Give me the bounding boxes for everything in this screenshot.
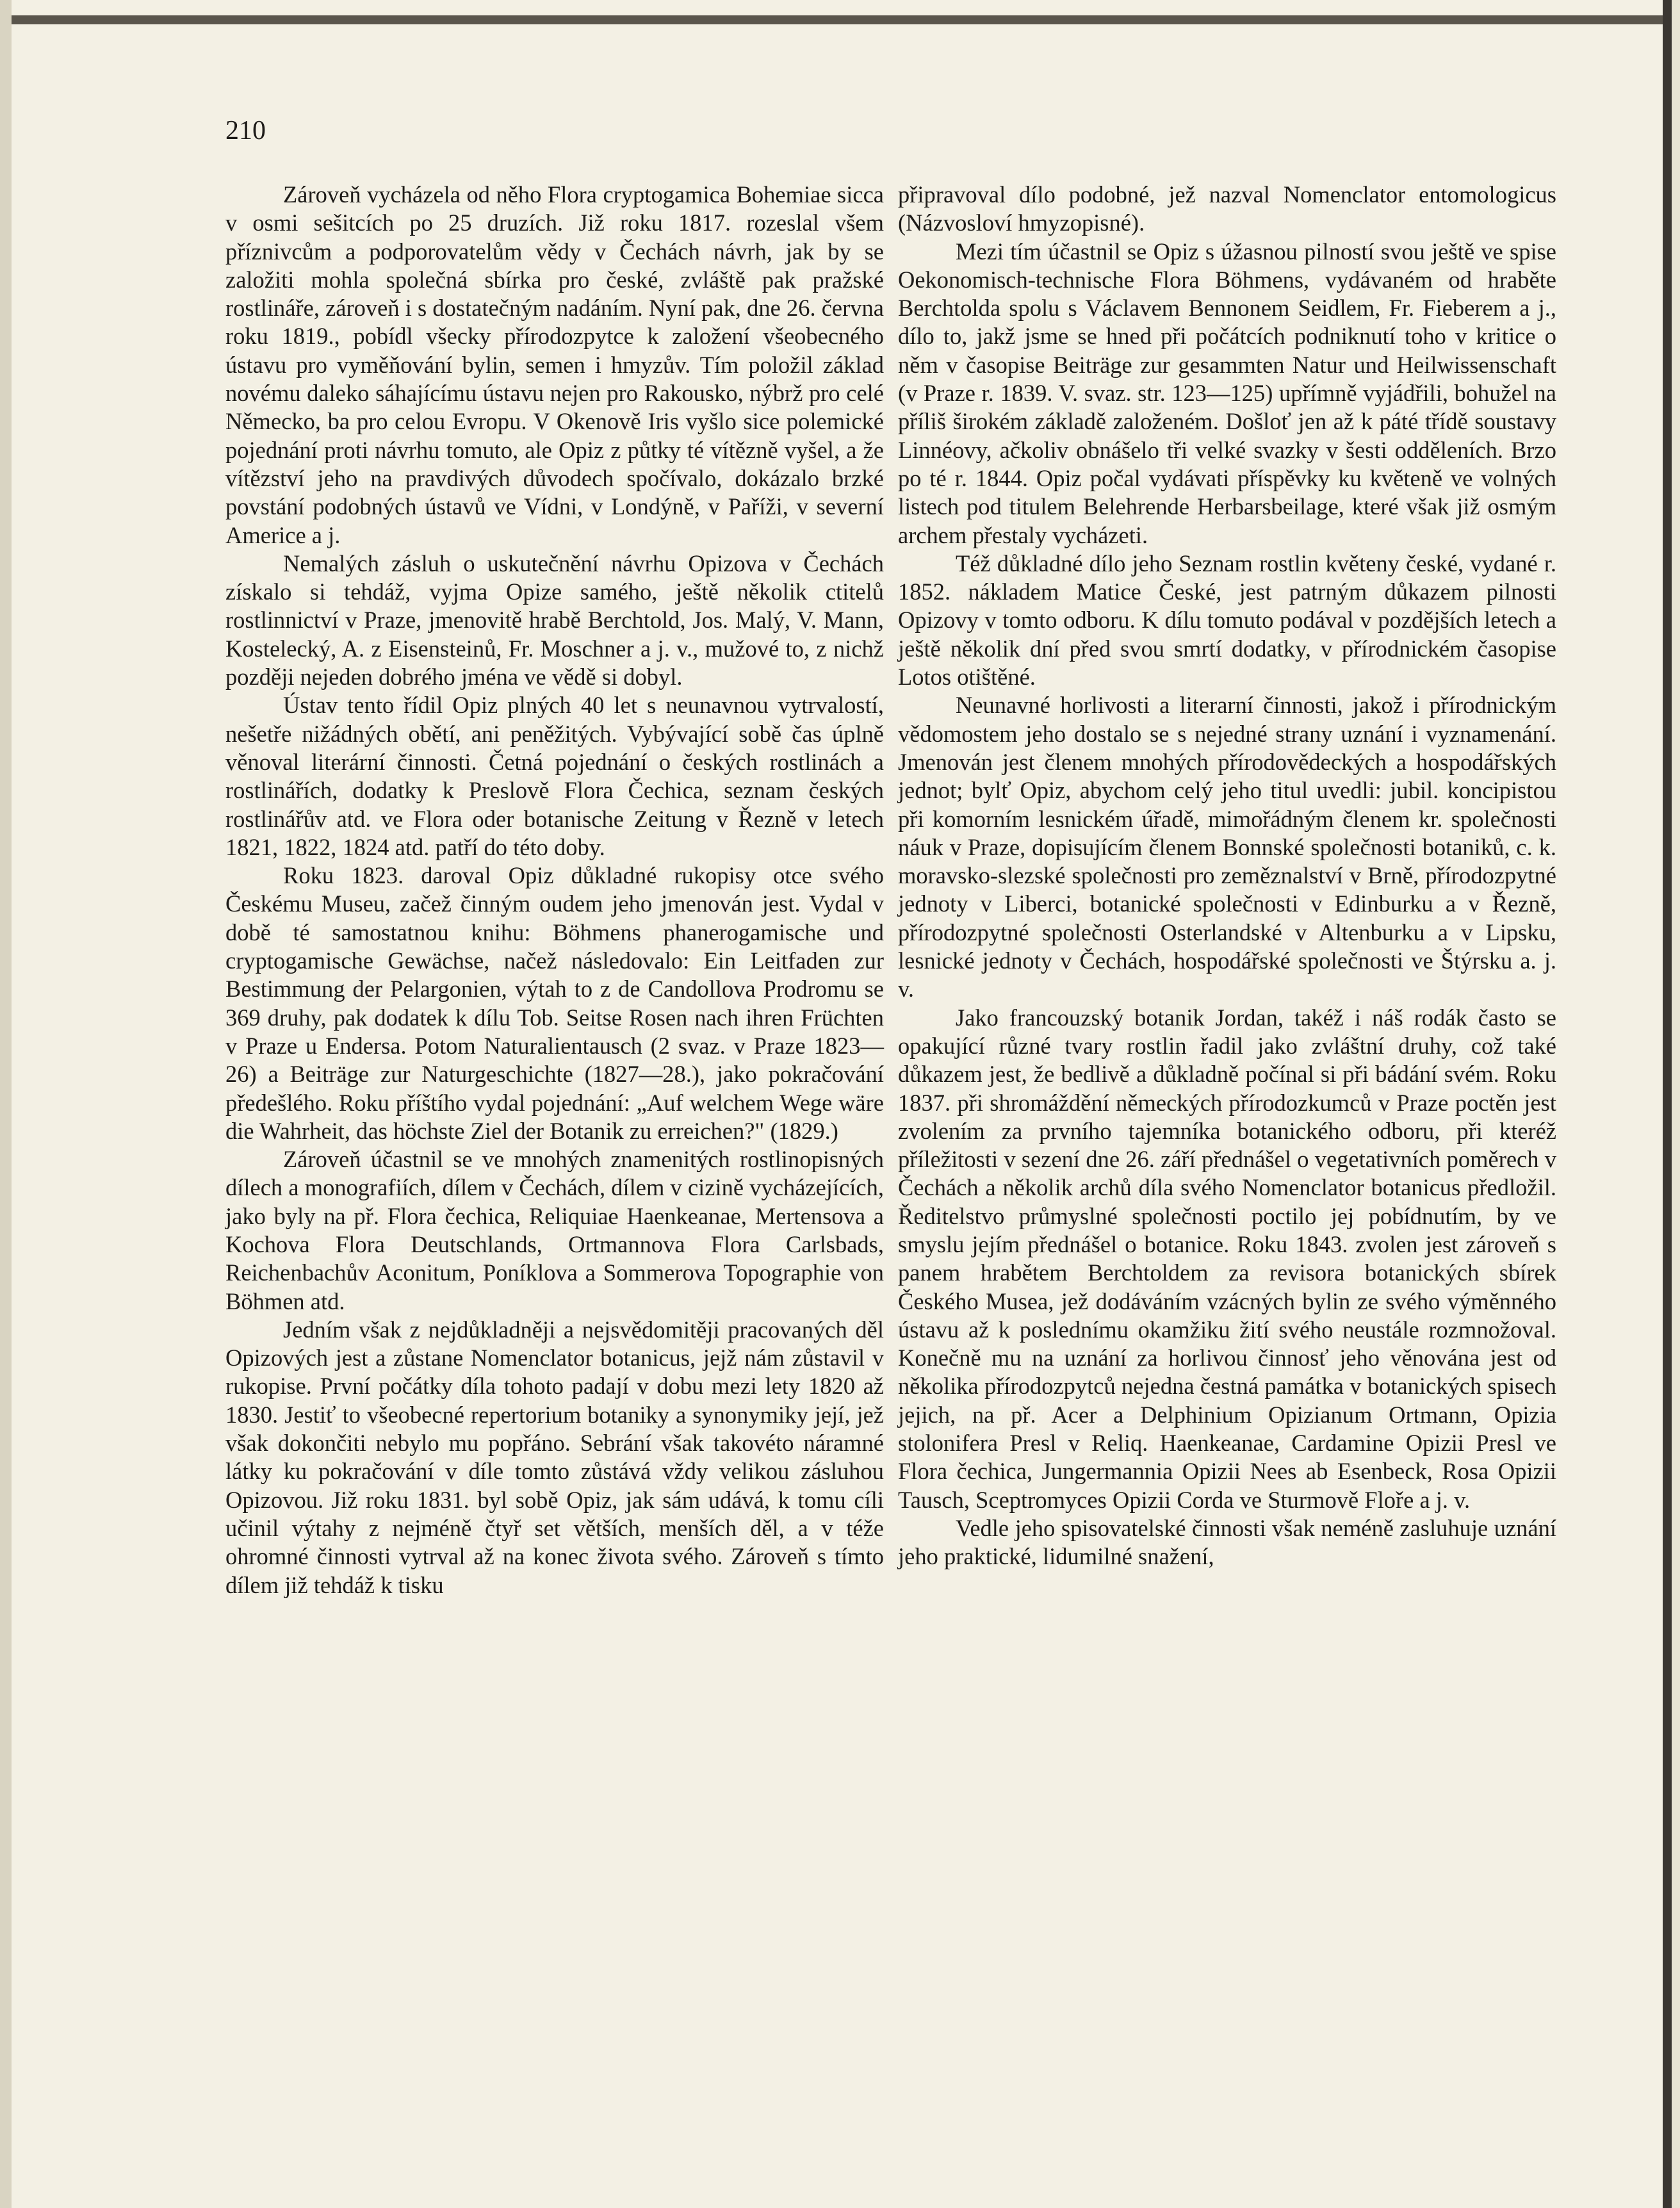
right-column	[898, 181, 1556, 1571]
left-column	[225, 181, 884, 1599]
paragraph: Ústav tento řídil Opiz plných 40 let s neunavnou vytrvalostí, nešetře nižádných obětí, ani peněžitých. Vybývající sobě čas úplně věnoval literární činnosti. Četná pojednání o českých rostlinách a rostlinářích, dodatky k Preslově Flora Čechica, seznam českých rostlinářův atd. ve Flora oder botanische Zeitung v Řezně v letech 1821, 1822, 1824 atd. patří do této doby.	[225, 692, 884, 860]
page-top-edge	[12, 15, 1672, 24]
paragraph: Zároveň vycházela od něho Flora cryptogamica Bohemiae sicca v osmi sešitcích po 25 druzích. Již roku 1817. rozeslal všem příznivcům a podporovatelům vědy v Čechách návrh, jak by se založiti mohla společná sbírka pro české, zvláště pak pražské rostlináře, zároveň i s dostatečným nadáním. Nyní pak, dne 26. června roku 1819., pobídl všecky přírodozpytce k založení všeobecného ústavu pro vyměňování bylin, semen i hmyzův. Tím položil základ novému daleko sáhajícímu ústavu nejen pro Rakousko, nýbrž pro celé Německo, ba pro celou Evropu. V Okenově Iris vyšlo sice polemické pojednání proti návrhu tomuto, ale Opiz z půtky té vítězně vyšel, a že vítězství jeho na pravdivých důvodech spočívalo, dokázalo brzké povstání podobných ústavů ve Vídni, v Londýně, v Paříži, v severní Americe a j.	[225, 181, 884, 548]
paragraph: Též důkladné dílo jeho Seznam rostlin květeny české, vydané r. 1852. nákladem Matice České, jest patrným důkazem pilnosti Opizovy v tomto odboru. K dílu tomuto podával v pozdějších letech a ještě několik dní před svou smrtí dodatky, v přírodnickém časopise Lotos otištěné.	[898, 550, 1556, 691]
paragraph: Zároveň účastnil se ve mnohých znamenitých rostlinopisných dílech a monografiích, dílem v Čechách, dílem v cizině vycházejících, jako byly na př. Flora čechica, Reliquiae Haenkeanae, Mertensova a Kochova Flora Deutschlands, Ortmannova Flora Carlsbads, Reichenbachův Aconitum, Poníklova a Sommerova Topographie von Böhmen atd.	[225, 1146, 884, 1314]
page-left-edge	[0, 0, 12, 2208]
paragraph-continuation: připravoval dílo podobné, jež nazval Nomenclator entomologicus (Názvosloví hmyzopisné).	[898, 181, 1556, 236]
paragraph: Roku 1823. daroval Opiz důkladné rukopisy otce svého Českému Museu, začež činným oudem jeho jmenován jest. Vydal v době té samostatnou knihu: Böhmens phanerogamische und cryptogamische Gewächse, načež následovalo: Ein Leitfaden zur Bestimmung der Pelargonien, výtah to z de Candollova Prodromu se 369 druhy, pak dodatek k dílu Tob. Seitse Rosen nach ihren Früchten v Praze u Endersa. Potom Naturalientausch (2 svaz. v Praze 1823—26) a Beiträge zur Naturgeschichte (1827—28.), jako pokračování předešlého. Roku příštího vydal pojednání: „Auf welchem Wege wäre die Wahrheit, das höchste Ziel der Botanik zu erreichen?" (1829.)	[225, 862, 884, 1144]
paragraph: Nemalých zásluh o uskutečnění návrhu Opizova v Čechách získalo si tehdáž, vyjma Opize samého, ještě několik ctitelů rostlinnictví v Praze, jmenovitě hrabě Berchtold, Jos. Malý, V. Mann, Kostelecký, A. z Eisensteinů, Fr. Moschner a j. v., mužové to, z nichž později nejeden dobrého jména ve vědě si dobyl.	[225, 550, 884, 691]
paragraph: Jako francouzský botanik Jordan, takéž i náš rodák často se opakující různé tvary rostlin řadil jako zvláštní druhy, což také důkazem jest, že bedlivě a důkladně počínal si při bádání svém. Roku 1837. při shromáždění německých přírodozkumců v Praze poctěn jest zvolením za prvního tajemníka botanického odboru, při kteréž příležitosti v sezení dne 26. září přednášel o vegetativních poměrech v Čechách a několik archů díla svého Nomenclator botanicus předložil. Ředitelstvo průmyslné společnosti poctilo jej pobídnutím, by ve smyslu jejím přednášel o botanice. Roku 1843. zvolen jest zároveň s panem hrabětem Berchtoldem za revisora botanických sbírek Českého Musea, jež dodáváním vzácných bylin ze svého výměnného ústavu až k poslednímu okamžiku žití svého neustále rozmnožoval. Konečně mu na uznání za horlivou činnosť jeho věnována jest od několika přírodozpytců nejedna čestná památka v botanických spisech jejich, na př. Acer a Delphinium Opizianum Ortmann, Opizia stolonifera Presl v Reliq. Haenkeanae, Cardamine Opizii Presl ve Flora čechica, Jungermannia Opizii Nees ab Esenbeck, Rosa Opizii Tausch, Sceptromyces Opizii Corda ve Sturmově Floře a j. v.	[898, 1004, 1556, 1513]
paragraph: Jedním však z nejdůkladněji a nejsvědomitěji pracovaných děl Opizových jest a zůstane Nomenclator botanicus, jejž nám zůstavil v rukopise. První počátky díla tohoto padají v dobu mezi lety 1820 až 1830. Jestiť to všeobecné repertorium botaniky a synonymiky její, jež však dokončiti nebylo mu popřáno. Sebrání však takovéto náramné látky ku pokračování v díle tomto zůstává vždy velikou zásluhou Opizovou. Již roku 1831. byl sobě Opiz, jak sám udává, k tomu cíli učinil výtahy z nejméně čtyř set větších, menších děl, a v téže ohromné činnosti vytrval až na konec života svého. Zároveň s tímto dílem již tehdáž k tisku	[225, 1316, 884, 1598]
page-number: 210	[225, 116, 266, 145]
page-right-edge	[1663, 0, 1672, 2208]
paragraph: Vedle jeho spisovatelské činnosti však neméně zasluhuje uznání jeho praktické, lidumilné snažení,	[898, 1514, 1556, 1570]
paragraph: Neunavné horlivosti a literarní činnosti, jakož i přírodnickým vědomostem jeho dostalo se s nejedné strany uznání i vyznamenání. Jmenován jest členem mnohých přírodovědeckých a hospodářských jednot; bylť Opiz, abychom celý jeho titul uvedli: jubil. koncipistou při komorním lesnickém úřadě, mimořádným členem kr. společnosti náuk v Praze, dopisujícím členem Bonnské společnosti botaniků, c. k. moravsko-slezské společnosti pro zeměznalství v Brně, přírodozpytné jednoty v Liberci, botanické společnosti v Edinburku a v Řezně, přírodozpytné společnosti Osterlandské v Altenburku a v Lipsku, lesnické jednoty v Čechách, hospodářské společnosti ve Štýrsku a. j. v.	[898, 692, 1556, 1002]
paragraph: Mezi tím účastnil se Opiz s úžasnou pilností svou ještě ve spise Oekonomisch-technische Flora Böhmens, vydávaném od hraběte Berchtolda spolu s Václavem Bennonem Seidlem, Fr. Fieberem a j., dílo to, jakž jsme se hned při počátcích podniknutí toho v kritice o něm v časopise Beiträge zur gesammten Natur und Heilwissenschaft (v Praze r. 1839. V. svaz. str. 123—125) upřímně vyjádřili, bohužel na příliš širokém základě založeném. Došloť jen až k páté třídě soustavy Linnéovy, ačkoliv obnášelo tři velké svazky v šesti odděleních. Brzo po té r. 1844. Opiz počal vydávati příspěvky ku květeně ve volných listech pod titulem Belehrende Herbarsbeilage, které však již osmým archem přestaly vycházeti.	[898, 238, 1556, 548]
